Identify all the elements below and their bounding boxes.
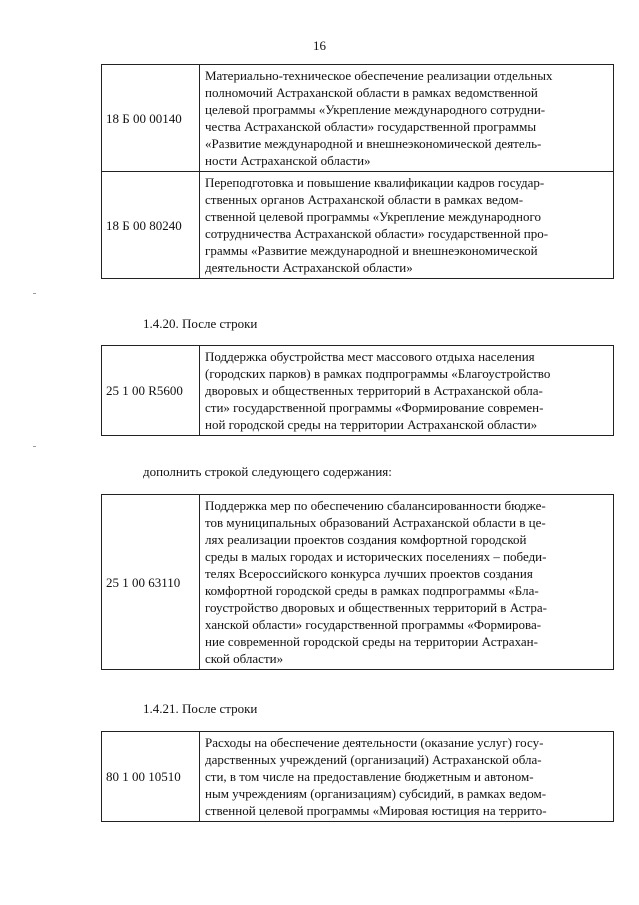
budget-description-cell (200, 172, 614, 279)
budget-description-cell (200, 65, 614, 172)
table-row (102, 65, 614, 172)
budget-table-3 (101, 494, 614, 670)
description-line: тов муниципальных образований Астраханской области в це- (205, 515, 546, 530)
description-line: дарственных учреждений (организаций) Астраханской обла- (205, 752, 542, 767)
description-line: Поддержка обустройства мест массового отдыха населения (205, 349, 535, 364)
budget-table-1 (101, 64, 614, 279)
description-line: Расходы на обеспечение деятельности (оказание услуг) госу- (205, 735, 544, 750)
budget-table-2 (101, 345, 614, 436)
description-line: Переподготовка и повышение квалификации кадров государ- (205, 175, 545, 190)
description-line: Материально-техническое обеспечение реализации отдельных (205, 68, 553, 83)
description-line: ной городской среды на территории Астраханской области» (205, 417, 538, 432)
description-line: лях реализации проектов создания комфортной городской (205, 532, 527, 547)
table-row (102, 172, 614, 279)
description-line: ности Астраханской области» (205, 153, 371, 168)
table-row (102, 495, 614, 670)
description-line: гоустройство дворовых и общественных территорий в Астра- (205, 600, 547, 615)
budget-code-cell: 25 1 00 R5600 (102, 346, 200, 436)
description-line: сотрудничества Астраханской области» государственной про- (205, 226, 549, 241)
budget-description-cell (200, 732, 614, 822)
budget-description-cell (200, 495, 614, 670)
description-line: ние современной городской среды на территории Астрахан- (205, 634, 538, 649)
section-heading-1-4-20: 1.4.20. После строки (143, 316, 258, 331)
description-line: деятельности Астраханской области» (205, 260, 413, 275)
description-line: (городских парков) в рамках подпрограммы «Благоустройство (205, 366, 551, 381)
description-line: комфортной городской среды в рамках подпрограммы «Бла- (205, 583, 539, 598)
description-line: ской области» (205, 651, 284, 666)
budget-code-cell: 25 1 00 63110 (102, 495, 200, 670)
description-line: сти, в том числе на предоставление бюджетным и автоном- (205, 769, 534, 784)
description-line: полномочий Астраханской области в рамках ведомственной (205, 85, 538, 100)
description-line: чества Астраханской области» государственной программы (205, 119, 537, 134)
budget-code-cell: 18 Б 00 00140 (102, 65, 200, 172)
scan-mark (33, 293, 36, 294)
description-line: Поддержка мер по обеспечению сбалансированности бюдже- (205, 498, 546, 513)
description-line: ханской области» государственной программы «Формирова- (205, 617, 542, 632)
description-line: ным учреждениям (организациям) субсидий, в рамках ведом- (205, 786, 547, 801)
scan-mark (33, 446, 36, 447)
table-row (102, 732, 614, 822)
description-line: граммы «Развитие международной и внешнеэкономической (205, 243, 538, 258)
description-line: ственных органов Астраханской области в рамках ведом- (205, 192, 524, 207)
description-line: телях Всероссийского конкурса лучших проектов создания (205, 566, 533, 581)
table-row (102, 346, 614, 436)
description-line: целевой программы «Укрепление международного сотрудни- (205, 102, 546, 117)
budget-description-cell (200, 346, 614, 436)
description-line: ственной целевой программы «Укрепление международного (205, 209, 541, 224)
description-line: «Развитие международной и внешнеэкономической деятель- (205, 136, 542, 151)
insert-instruction: дополнить строкой следующего содержания: (143, 464, 392, 479)
description-line: среды в малых городах и исторических поселениях – победи- (205, 549, 547, 564)
page-number: 16 (313, 38, 326, 53)
description-line: дворовых и общественных территорий в Астраханской обла- (205, 383, 543, 398)
budget-table-4 (101, 731, 614, 822)
budget-code-cell: 80 1 00 10510 (102, 732, 200, 822)
budget-code-cell: 18 Б 00 80240 (102, 172, 200, 279)
description-line: ственной целевой программы «Мировая юстиция на террито- (205, 803, 547, 818)
section-heading-1-4-21: 1.4.21. После строки (143, 701, 258, 716)
description-line: сти» государственной программы «Формирование современ- (205, 400, 544, 415)
